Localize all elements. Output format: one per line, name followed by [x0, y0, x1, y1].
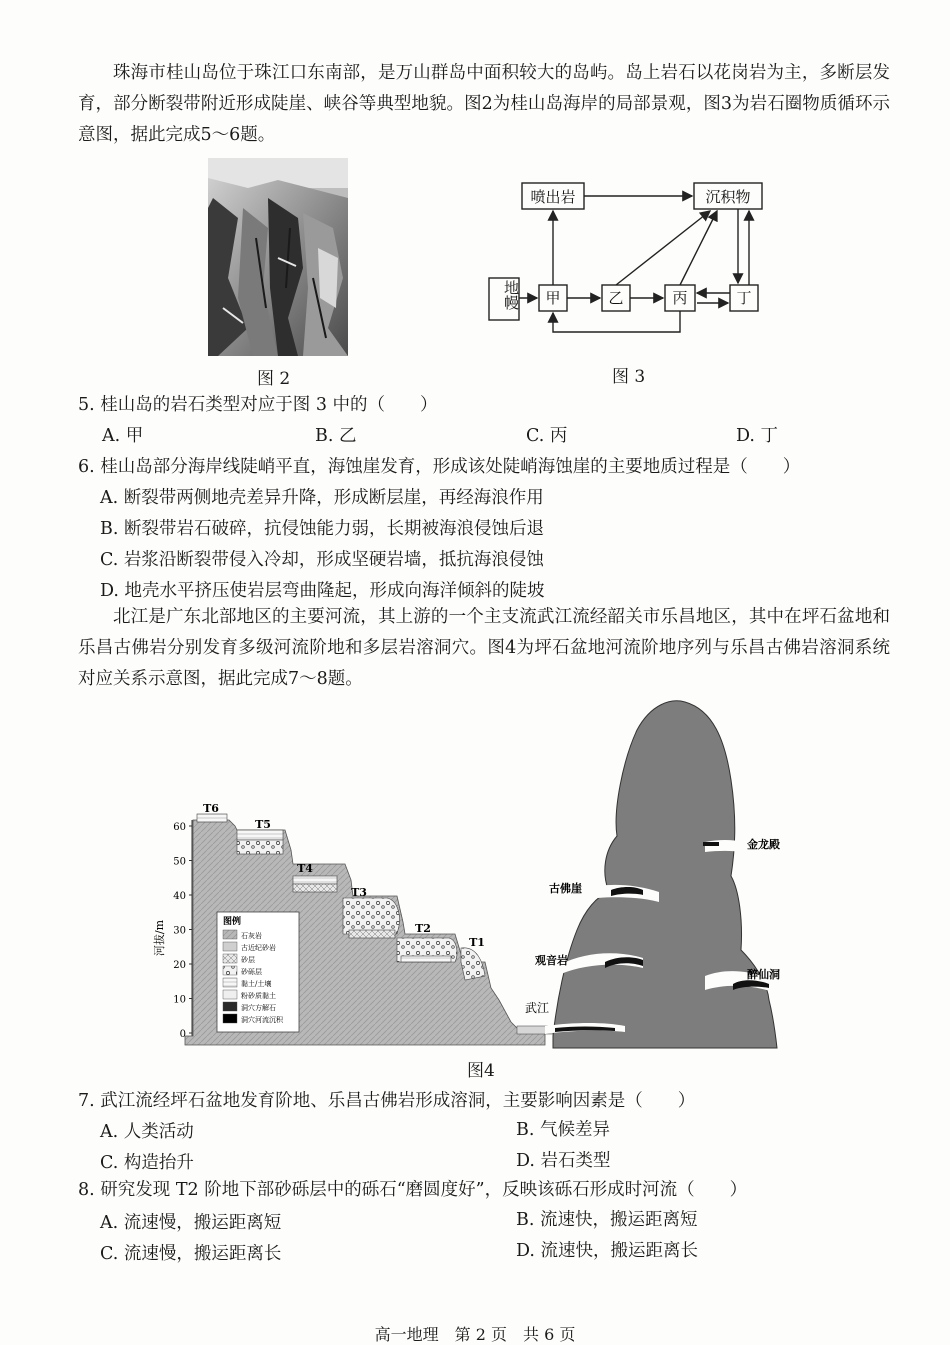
legend-item-5: 黏土/土壤 [241, 980, 272, 988]
page-footer: 高一地理 第 2 页 共 6 页 [374, 1325, 576, 1344]
figure-3-caption: 图 3 [612, 367, 646, 387]
y-tick-label: 50 [173, 856, 186, 868]
question-8-option-a[interactable]: A. 流速慢，搬运距离短 [100, 1213, 282, 1233]
figure-2-photo [208, 158, 348, 356]
legend-item-2: 古近纪砂岩 [241, 944, 276, 952]
question-5-option-a[interactable]: A. 甲 [102, 426, 144, 446]
question-8-stem: 8. 研究发现 T2 阶地下部砂砾层中的砾石“磨圆度好”，反映该砾石形成时河流（ ） [78, 1180, 748, 1200]
node-chenji: 沉积物 [705, 188, 751, 206]
figure-4-legend [217, 912, 299, 1032]
question-5-option-c[interactable]: C. 丙 [526, 426, 568, 446]
legend-item-7: 洞穴方解石 [241, 1004, 276, 1012]
question-5-option-d[interactable]: D. 丁 [736, 426, 779, 446]
legend-item-4: 砂砾层 [241, 968, 262, 976]
y-tick-label: 30 [173, 925, 186, 937]
question-8-option-b[interactable]: B. 流速快，搬运距离短 [516, 1210, 698, 1230]
karst-mountain [553, 701, 777, 1048]
legend-title: 图例 [223, 917, 242, 927]
legend-item-6: 粉砂质黏土 [241, 992, 276, 1000]
figure-2-caption: 图 2 [257, 369, 291, 389]
node-ding: 丁 [736, 289, 752, 307]
cave-label-jinlong: 金龙殿 [747, 838, 780, 851]
cave-label-zuixian: 醉仙洞 [747, 968, 780, 981]
cave-label-gufoya: 古佛崖 [549, 882, 582, 895]
legend-item-8: 洞穴河流沉积 [241, 1016, 283, 1024]
y-axis-label: 河拔/m [153, 919, 166, 957]
node-bing: 丙 [672, 289, 688, 307]
question-7-option-c[interactable]: C. 构造抬升 [100, 1153, 194, 1173]
node-diman: 地幔 [502, 280, 520, 310]
question-6-stem: 6. 桂山岛部分海岸线陡峭平直，海蚀崖发育，形成该处陡峭海蚀崖的主要地质过程是（ ） [78, 457, 801, 477]
terrace-label-t2: T2 [415, 922, 431, 935]
node-jia: 甲 [545, 289, 561, 307]
terrace-label-t4: T4 [297, 862, 313, 875]
legend-item-3: 砂层 [241, 956, 255, 964]
question-7-option-d[interactable]: D. 岩石类型 [516, 1151, 611, 1171]
question-6-option-a[interactable]: A. 断裂带两侧地壳差异升降，形成断层崖，再经海浪作用 [100, 488, 544, 508]
question-6-option-c[interactable]: C. 岩浆沿断裂带侵入冷却，形成坚硬岩墙，抵抗海浪侵蚀 [100, 550, 544, 570]
y-tick-label: 0 [179, 1029, 186, 1040]
question-7-option-b[interactable]: B. 气候差异 [516, 1120, 610, 1140]
intro-paragraph-1: 珠海市桂山岛位于珠江口东南部，是万山群岛中面积较大的岛屿。岛上岩石以花岗岩为主，多断层发育，部分断裂带附近形成陡崖、峡谷等典型地貌。图2为桂山岛海岸的局部景观，图3为岩石圈物质循环示意图，据此完成5～6题。 [78, 63, 890, 145]
figure-4-terraces-caves [153, 700, 785, 1052]
question-7-stem: 7. 武江流经坪石盆地发育阶地、乐昌古佛岩形成溶洞，主要影响因素是（ ） [78, 1091, 696, 1111]
cave-label-guanyin: 观音岩 [535, 954, 568, 967]
node-yi: 乙 [608, 289, 624, 307]
river-label: 武江 [524, 1001, 550, 1015]
y-tick-label: 60 [173, 822, 186, 833]
terrace-label-t5: T5 [255, 818, 271, 831]
question-7-option-a[interactable]: A. 人类活动 [100, 1122, 194, 1142]
intro-paragraph-2: 北江是广东北部地区的主要河流，其上游的一个主支流武江流经韶关市乐昌地区，其中在坪石盆地和乐昌古佛岩分别发育多级河流阶地和多层岩溶洞穴。图4为坪石盆地河流阶地序列与乐昌古佛岩溶洞系统对应关系示意图，据此完成7～8题。 [78, 607, 890, 689]
legend-item-1: 石灰岩 [241, 932, 262, 940]
terrace-label-t1: T1 [469, 936, 485, 949]
question-8-option-c[interactable]: C. 流速慢，搬运距离长 [100, 1244, 282, 1264]
terrace-label-t6: T6 [203, 802, 219, 815]
figure-3-rock-cycle [485, 172, 775, 340]
y-tick-label: 10 [173, 994, 186, 1006]
y-tick-label: 20 [173, 960, 186, 971]
question-5-stem: 5. 桂山岛的岩石类型对应于图 3 中的（ ） [78, 395, 438, 415]
terrace-label-t3: T3 [351, 886, 367, 899]
question-8-option-d[interactable]: D. 流速快，搬运距离长 [516, 1241, 699, 1261]
question-6-option-b[interactable]: B. 断裂带岩石破碎，抗侵蚀能力弱，长期被海浪侵蚀后退 [100, 519, 544, 539]
figure-4-caption: 图4 [467, 1061, 495, 1081]
node-penchu: 喷出岩 [530, 188, 576, 206]
y-tick-label: 40 [173, 891, 186, 902]
question-5-option-b[interactable]: B. 乙 [315, 426, 357, 446]
question-6-option-d[interactable]: D. 地壳水平挤压使岩层弯曲隆起，形成向海洋倾斜的陡坡 [100, 581, 545, 601]
